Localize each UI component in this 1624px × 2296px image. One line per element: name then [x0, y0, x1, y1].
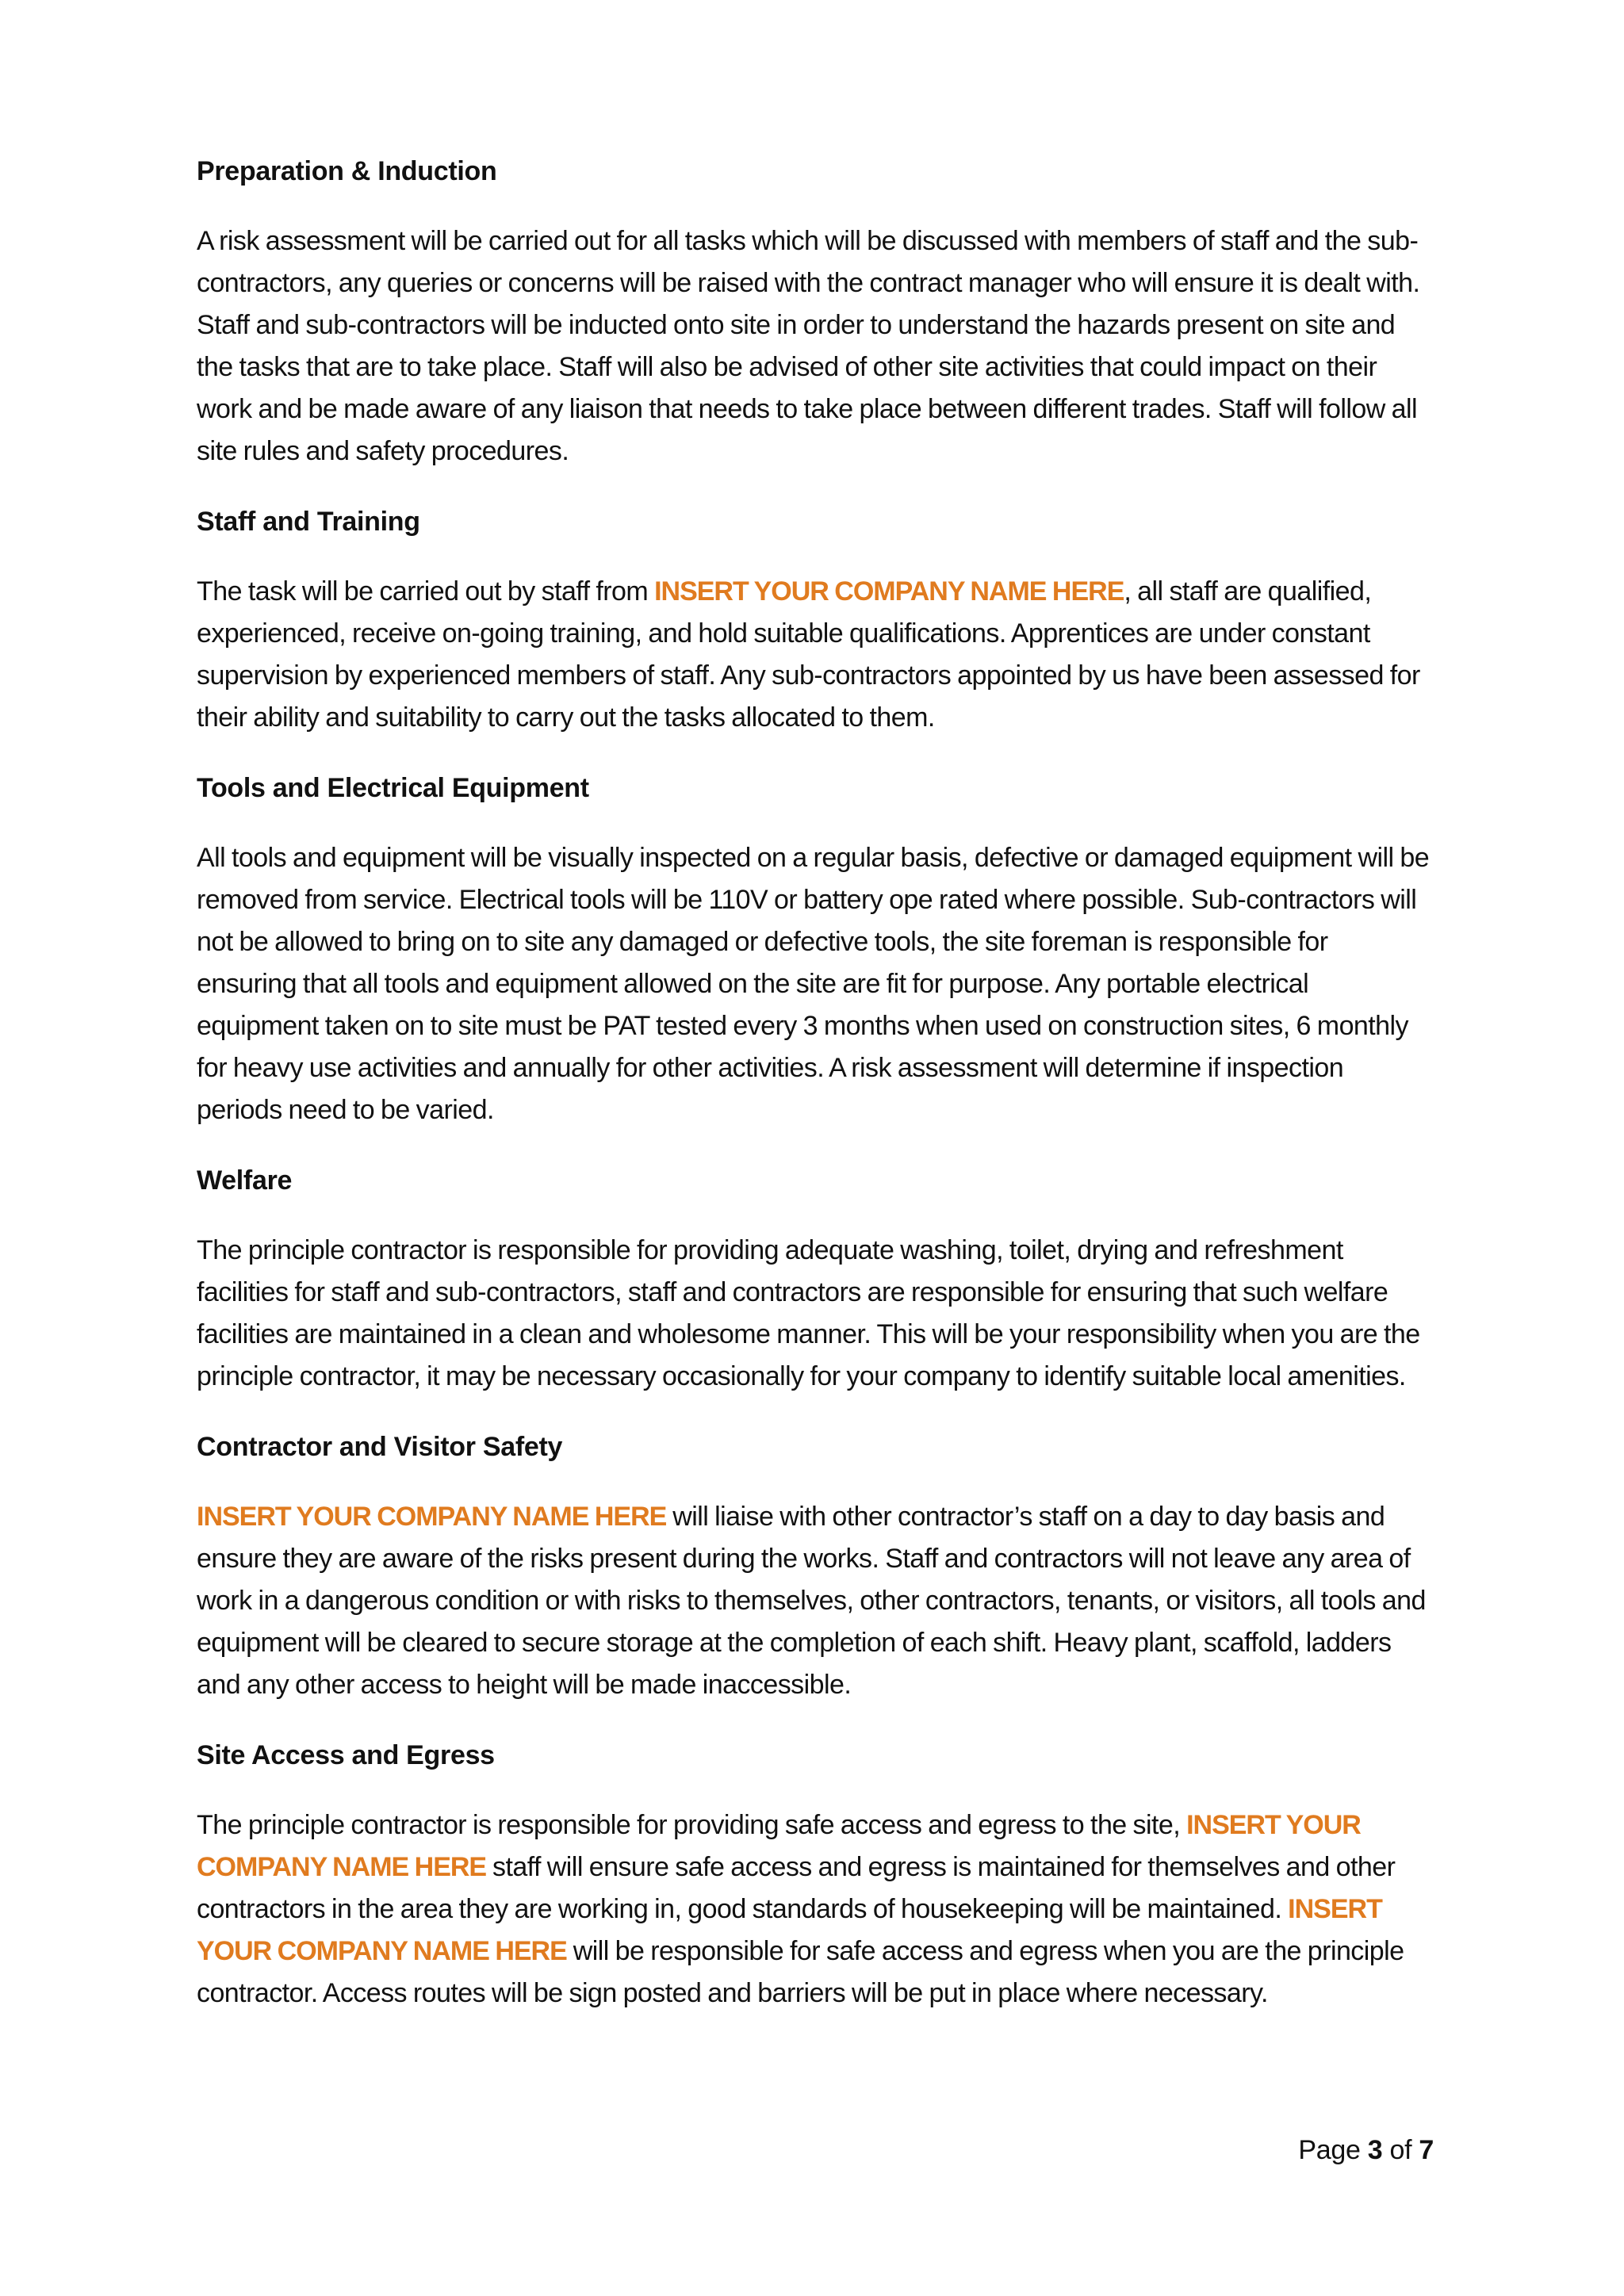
section-body-tools: All tools and equipment will be visually inspected on a regular basis, defective or damaged equipment will be removed from service. Electrical tools will be 110V or battery ope rated where possible. Sub-contractors will not be allowed to bring on to site any damaged or defective tools, the site foreman is responsible for ensuring that all tools and equipment allowed on the site are fit for purpose. Any portable electrical equipment taken on to site must be PAT tested every 3 months when used on construction sites, 6 monthly for heavy use activities and annually for other activities. A risk assessment will determine if inspection periods need to be varied.: [197, 843, 1430, 1125]
body-text: will be responsible for safe access and egress when you are the principle contractor. Access routes will be sign posted and barriers will be put in place where necessary.: [197, 1936, 1404, 2008]
section-title-staff: Staff and Training: [197, 507, 420, 537]
section-title-tools: Tools and Electrical Equipment: [197, 773, 589, 803]
section-title-preparation: Preparation & Induction: [197, 156, 497, 186]
of-word: of: [1382, 2135, 1419, 2165]
body-text: will liaise with other contractor’s staff on a day to day basis and ensure they are aware of the risks present during the works. Staff and contractors will not leave any area of work in a dangerous condition or with risks to themselves, other contractors, tenants, or visitors, all tools and equipment will be cleared to secure storage at the completion of each shift. Heavy plant, scaffold, ladders and any other access to height will be made inaccessible.: [197, 1502, 1426, 1700]
body-text: staff will ensure safe access and egress is maintained for themselves and other contractors in the area they are working in, good standards of housekeeping will be maintained.: [197, 1852, 1396, 1924]
section-body-staff: [197, 571, 1434, 739]
section-body-access: [197, 1804, 1434, 2015]
body-text: , all staff are qualified, experienced, receive on-going training, and hold suitable qualifications. Apprentices are under constant supervision by experienced members of staff. Any sub-contractors appointed by us have been assessed for their ability and suitability to carry out the tasks allocated to them.: [197, 576, 1420, 733]
body-text: The task will be carried out by staff from: [197, 576, 655, 607]
company-placeholder: INSERT YOUR COMPANY NAME HERE: [197, 1502, 667, 1532]
section-body-contractor: [197, 1496, 1434, 1706]
section-body-preparation: A risk assessment will be carried out for all tasks which will be discussed with members of staff and the sub-contractors, any queries or concerns will be raised with the contract manager who will ensure it is dealt with. Staff and sub-contractors will be inducted onto site in order to understand the hazards present on site and the tasks that are to take place. Staff will also be advised of other site activities that could impact on their work and be made aware of any liaison that needs to take place between different trades. Staff will follow all site rules and safety procedures.: [197, 226, 1420, 466]
current-page-number: 3: [1367, 2135, 1383, 2165]
body-text: The principle contractor is responsible for providing safe access and egress to the site,: [197, 1810, 1187, 1840]
company-placeholder: INSERT YOUR COMPANY NAME HERE: [654, 576, 1124, 607]
company-placeholder: INSERT YOUR COMPANY NAME HERE: [197, 1810, 1361, 1882]
document-page: [197, 151, 1434, 2043]
page-word: Page: [1298, 2135, 1368, 2165]
section-title-contractor: Contractor and Visitor Safety: [197, 1432, 563, 1462]
section-body-welfare: The principle contractor is responsible for providing adequate washing, toilet, drying and refreshment facilities for staff and sub-contractors, staff and contractors are responsible for ensuring that such welfare facilities are maintained in a clean and wholesome manner. This will be your responsibility when you are the principle contractor, it may be necessary occasionally for your company to identify suitable local amenities.: [197, 1235, 1420, 1391]
section-title-access: Site Access and Egress: [197, 1740, 495, 1770]
total-page-count: 7: [1419, 2135, 1434, 2165]
page-number-footer: [1298, 2130, 1434, 2171]
company-placeholder: INSERT YOUR COMPANY NAME HERE: [197, 1894, 1382, 1966]
section-title-welfare: Welfare: [197, 1165, 293, 1196]
